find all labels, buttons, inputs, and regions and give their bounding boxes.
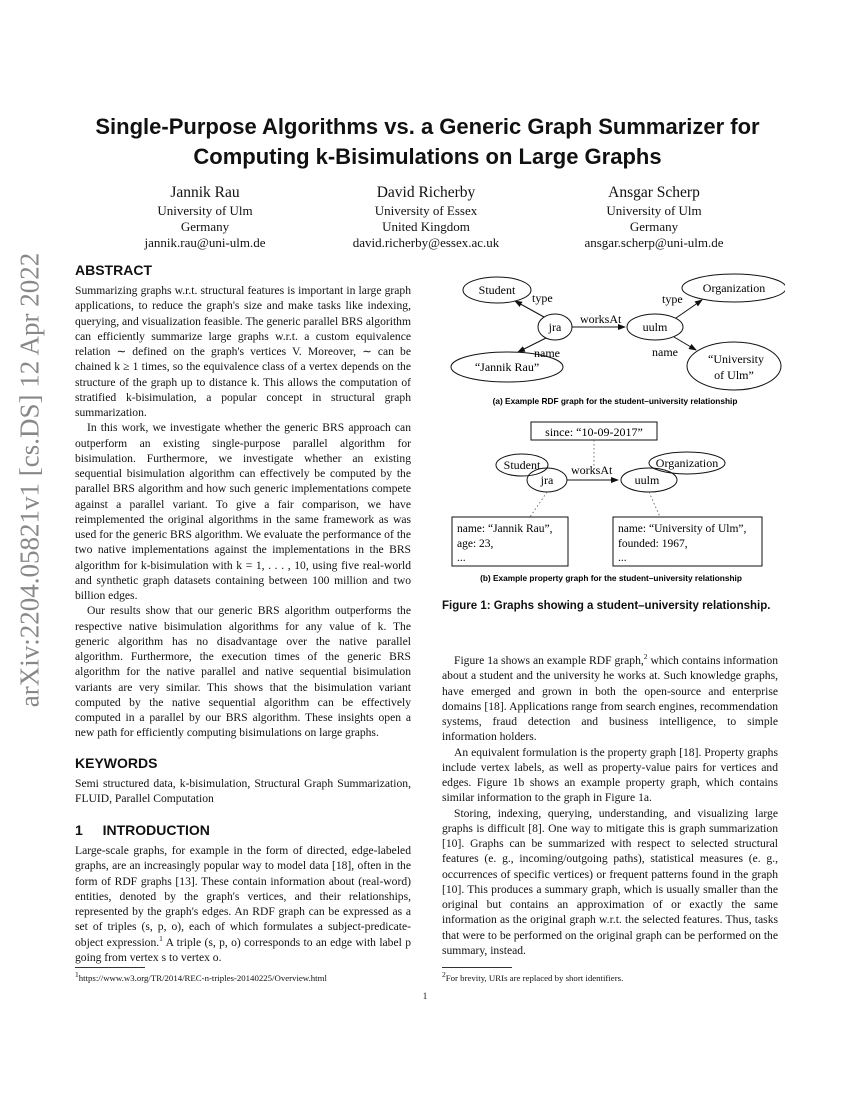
figure-1b-caption: (b) Example property graph for the student–university relationship [480,573,742,583]
author-affiliation: University of Essex [374,203,478,218]
abstract-paragraph: Our results show that our generic BRS algorithm outperforms the respective native bisimulation algorithms for any value of k. The generic algorithm has no disadvantage over the native parallel algorithm. Furthermore, the execution times of the generic BRS algorithm for the native parallel and native sequential bisimulation variants are very similar. This shows that the bisimulation variant computed by the native sequential algorithm can be effectively computed in a parallel by our BRS algorithm. These insights open a new path for efficiently computing bisimulations on large graphs. [75,604,411,740]
figure-1-graphs [440,262,785,592]
title-line-2: Computing k-Bisimulations on Large Graphs [193,144,662,169]
title-line-1: Single-Purpose Algorithms vs. a Generic Graph Summarizer for [95,114,760,139]
author-name: David Richerby [376,184,476,201]
prop-left-line-2: age: 23, [457,538,494,550]
rdf-graph [451,274,785,390]
intro-paragraph: An equivalent formulation is the property graph [18]. Property graphs include vertex labels, as well as property-value pairs for vertices and edges. Figure 1b shows an example property graph, which contains similar information to the graph in Figure 1a. [442,745,778,805]
paper-title [70,112,785,172]
rdf-label-university-2: of Ulm” [714,368,754,382]
figure-1a-caption: (a) Example RDF graph for the student–university relationship [492,396,738,406]
author-country: Germany [629,219,679,234]
footnote-1 [75,972,415,984]
section-number: 1 [75,822,83,838]
intro-paragraph [75,843,411,965]
right-column-text [442,653,778,958]
abstract-paragraph: Summarizing graphs w.r.t. structural features is important in large graph applications, to reduce the graph's size and make tasks like indexing, querying, and visualization feasible. The generic parallel BRS algorithm can efficiently summarize large graphs w.r.t. a custom equivalence relation ∼ defined on the graph's vertices V. Moreover, ∼ can be chained k ≥ 1 times, so the equivalence class of a vertex depends on the structure of the graph up to distance k. This allows the computation of stratified k-bisimulation, a popular concept in structural graph summarization. [75,284,411,419]
rdf-label-jannik: “Jannik Rau” [474,360,540,374]
rdf-edge-label-worksat: worksAt [580,312,622,326]
prop-edge-label-worksat: worksAt [571,463,613,477]
footnote-2 [442,972,778,984]
property-graph [452,422,762,566]
prop-label-student: Student [503,458,541,472]
rdf-label-jra: jra [548,320,562,334]
arxiv-id-text: arXiv:2204.05821v1 [cs.DS] 12 Apr 2022 [14,252,45,708]
abstract-heading: ABSTRACT [75,262,152,278]
page-number: 1 [422,991,428,1001]
rdf-edge-label-type-right: type [662,292,683,306]
prop-label-uulm: uulm [634,473,660,487]
author-affiliation: University of Ulm [606,203,702,218]
abstract-body [75,283,411,741]
footnote-number: 1 [75,970,79,980]
intro-text-part: Figure 1a shows an example RDF graph, [454,654,644,667]
footnote-rule [75,967,145,968]
section-heading-introduction [75,822,411,838]
author-country: Germany [180,219,230,234]
rdf-edge-label-name-left: name [534,346,560,360]
intro-paragraph: Storing, indexing, querying, understanding, and visualizing large graphs is difficult [8]. One way to mitigate this is graph summarization [10]. Graphs can be summarized with respect to selected structural features (e. g., incoming/outgoing paths), statistical measures (e. g., occurrences of specific vertices) or frequent patterns found in the graph [10]. This produces a summary graph, which is usually smaller than the original but contains an approximation of or exactly the same information as the original graph w.r.t. the selected features. Thus, tasks that were to be performed on the original graph can be performed on the summary, instead. [442,806,778,957]
author-block [544,183,764,251]
keywords-heading: KEYWORDS [75,754,158,771]
author-email: david.richerby@essex.ac.uk [352,235,500,250]
section-title: INTRODUCTION [102,822,210,838]
prop-since-label: since: “10-09-2017” [545,425,643,439]
intro-paragraph [442,653,778,745]
footnote-mark: 2 [643,652,648,662]
prop-label-jra: jra [540,473,554,487]
footnote-rule [442,967,512,968]
author-name: Ansgar Scherp [608,184,700,201]
figure-1-caption: Figure 1: Graphs showing a student–university relationship. [442,600,771,612]
rdf-label-university-1: “University [708,352,764,366]
author-email: ansgar.scherp@uni-ulm.de [584,235,724,250]
rdf-label-organization: Organization [702,281,766,295]
prop-left-line-1: name: “Jannik Rau”, [457,523,553,535]
keywords-text: Semi structured data, k-bisimulation, Structural Graph Summarization, FLUID, Parallel Computation [75,776,411,805]
footnote-text: https://www.w3.org/TR/2014/REC-n-triples-20140225/Overview.html [78,973,327,983]
arxiv-sidebar-id [10,252,50,708]
rdf-label-student: Student [478,283,516,297]
footnote-number: 2 [442,970,446,980]
prop-right-line-3: ... [618,552,627,564]
intro-text-part: Large-scale graphs, for example in the form of directed, edge-labeled graphs, are an increasingly popular way to model data [18], often in the form of RDF graphs [13]. These contain information about (real-word) entities, denoted by the graph's vertices, and their relationships, represented by the graph's edges. An RDF graph can be expressed as a set of triples (s, p, o), each of which formulates a subject-predicate-object expression. [75,844,411,949]
rdf-node-university [687,342,781,390]
left-column [75,262,411,965]
intro-text-part: A triple (s, p, o) corresponds to an edge with label p going from vertex s to vertex o. [75,935,411,964]
rdf-label-uulm: uulm [642,320,668,334]
author-name: Jannik Rau [170,184,240,201]
intro-text-part: which contains information about a student and the university he works at. Such knowledge graphs, have emerged and grown in both the open-source and enterprise domains [18]. Applications range from search engines, recommendation systems, fraud detection and business intelligence, to simple information holders. [442,654,778,744]
prop-right-line-2: founded: 1967, [618,538,688,550]
author-affiliation: University of Ulm [157,203,253,218]
author-country: United Kingdom [382,219,470,234]
prop-right-connector [649,492,660,517]
rdf-edge-label-type-left: type [532,291,553,305]
prop-left-line-3: ... [457,552,466,564]
prop-right-line-1: name: “University of Ulm”, [618,523,747,535]
footnote-mark: 1 [159,933,163,943]
rdf-edge-label-name-right: name [652,345,678,359]
author-email: jannik.rau@uni-ulm.de [144,235,266,250]
prop-label-organization: Organization [655,456,719,470]
footnote-text: For brevity, URIs are replaced by short identifiers. [445,973,624,983]
prop-left-connector [530,492,547,517]
abstract-paragraph: In this work, we investigate whether the generic BRS approach can outperform an existing single-purpose parallel algorithm for bisimulation. Furthermore, we investigate whether an existing sequential bisimulation algorithm can effectively be computed by the parallel BRS algorithm and how such generic implementations compete against a parallel variant. To give a fair comparison, we have reimplemented the original algorithms in the same framework as was used for the generic BRS algorithm. We evaluate the performance of the two native implementations against the implementations in the BRS algorithm for k-bisimulation with k = 1, . . . , 10, using five real-world and synthetic graph datasets containing between 100 million and two billion edges. [75,421,411,602]
author-block [316,183,536,251]
author-block [95,183,315,251]
